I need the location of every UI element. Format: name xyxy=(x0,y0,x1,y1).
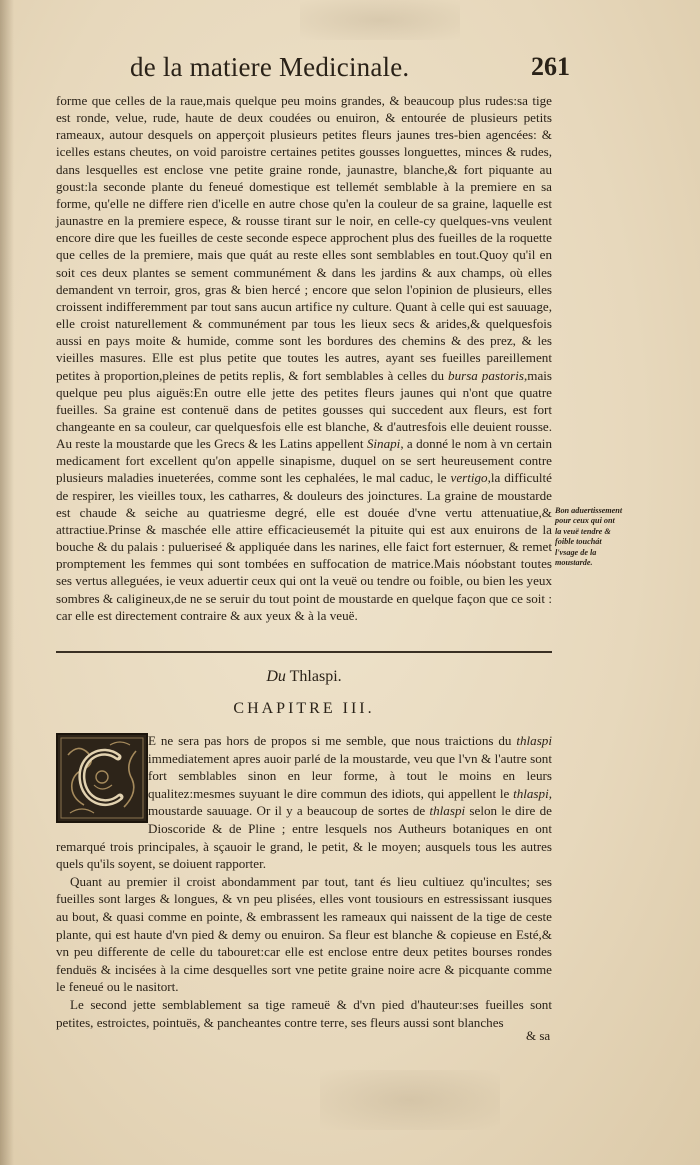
italic-term: thlaspi xyxy=(516,733,552,748)
paper-stain xyxy=(320,1070,500,1130)
body-text-part: ,la difficulté de respirer, les vieilles toux, les catharres, & douleurs des joinctures. La graine de moustarde est chaude & seiche au quatriesme degré, elle est douée d'vne vertu attenuatiue,& attractiue.Prinse & maschée elle attire efficacieusemét la pituite qui est aux enuirons de la bouche & du palais : pulueriseé & appliquée dans les narines, elle faict fort esternuer, & remet promptement les femmes qui sont tombées en suffocation de matrice.Mais nóobstant toutes ses vertus alleguées, ie veux aduertir ceux qui ont la veuë ou tendre ou foible, ou bien les yeux sombres & caligineux,de ne se seruir du tout point de moustarde en quelque façon que ce soit : car elle est directement contraire & aux yeux & à la veuë. xyxy=(56,470,552,623)
gutter-shadow xyxy=(0,0,14,1165)
subtitle-word: Thlaspi. xyxy=(289,668,342,685)
ornamental-initial-c xyxy=(56,733,148,823)
body-text-part: ,mais quelque peu plus aiguës:En outre elle jette des petites fleurs jaunes qui n'ont que quatre fueilles. Sa graine est contenuë dans de petites gousses qui succedent aux fleurs, est fort changeante en sa couleur, car quelquesfois elle est blanche, & d'autresfois elle deuient rousse. Au reste la moustarde que les Grecs & les Latins appellent xyxy=(56,367,553,452)
paper-stain xyxy=(300,0,460,40)
ornament-icon xyxy=(58,735,146,821)
page-header xyxy=(130,52,570,92)
subtitle-prefix: Du xyxy=(266,668,286,685)
chapter-text-part: E ne sera pas hors de propos si me semble, que nous traictions du xyxy=(148,733,512,748)
body-text-part: , a donné le nom à vn certain medicament fort excellent qu'on appelle sinapisme, duquel on se sert heureusement contre plusieurs maladies inueterées, comme sont les cephalées, le mal caduc, le xyxy=(56,436,552,486)
section-subtitle xyxy=(56,668,552,686)
running-title: de la matiere Medicinale. xyxy=(130,52,410,82)
chapter-text-part: , moustarde sauuage. Or il y a beaucoup de sortes de xyxy=(148,785,552,819)
italic-term: bursa pastoris xyxy=(448,367,524,383)
italic-term: vertigo xyxy=(450,470,488,486)
italic-term: Sinapi xyxy=(366,436,401,452)
chapter-paragraph: Quant au premier il croist abondamment par tout, tant és lieu cultiuez qu'incultes; ses fueilles sont larges & longues, & vn peu plisées, elles vont tousiours en estressissant iusques au bout, & quasi comme en pointe, & embrassent les rameaux qui naissent de la tige de ceste plante, qui est haute d'vn pied & demy ou enuiron. Sa fleur est blanche & copieuse en Esté,& vn peu differente de celle du tabouret:car elle est enclose entre deux petites bourses rondes fenduës & incisées à la cime desquelles sort vne petite graine noire acre & picquante comme le feneué ou le nasitort. xyxy=(56,873,552,995)
chapter-paragraph: Le second jette semblablement sa tige rameuë & d'vn pied d'hauteur:ses fueilles sont petites, estroictes, pointuës, & pancheantes contre terre, ses fleurs aussi sont blanches xyxy=(56,996,552,1030)
chapter-text-part: immediatement apres auoir parlé de la moustarde, veu que l'vn & l'autre sont fort semblables sinon en leur forme, à tout le moins en leurs qualitez:mesmes suyuant le dire commun des idiots, qui appellent le xyxy=(148,750,552,801)
section-divider xyxy=(56,651,552,653)
body-text-part: forme que celles de la raue,mais quelque peu moins grandes, & beaucoup plus rudes:sa tige est ronde, velue, rude, haute de deux coudées ou enuiron, & entourée de plusieurs petits rameaux, autour desquels on apperçoit plusieurs petites fleurs jaunes tres-bien agencées: & icelles estans cheutes, on void paroistre certaines petites gousses longuettes, minces & rudes, dans lesquelles est enclose vne petite graine ronde, jaunastre, blanche,& fort piquante au goust:la seconde plante du feneué domestique est tellemét semblable à la premiere en sa forme, qu'elle ne differe rien d'icelle en autre chose qu'en la couleur de sa graine, laquelle est jaunastre en la premiere espece, & rousse tirant sur le noir, en celle-cy quelques-vns veulent encore dire que les fueilles de ceste seconde espece approchent plus des fueilles de la roquette que celles de la premiere, mais que quát au reste elles sont semblables en tout.Quoy qu'il en soit ces deux plantes se sement communément & dans les jardins & aux champs, où elles demandent vn terroir, gros, gras & bien hercé ; encore que selon l'opinion de plusieurs, elles croissent indifferemment par tout sans aucun artifice ny culture. Quant à celle qui est sauuage, elle croist naturellement & communément par tous les lieux secs & arides,& quelquesfois aussi en pays moite & humide, comme sont les bordures des chemins & des prez, & les vieilles masures. Elle est plus petite que toutes les autres, ayant ses fueilles pareillement petites à proportion,pleines de petits replis, & fort semblables à celles du xyxy=(56,93,552,383)
page-number: 261 xyxy=(531,52,570,81)
italic-term: thlaspi xyxy=(513,785,549,801)
margin-note: Bon aduertissement pour ceux qui ont la veuë tendre & foible touchát l'vsage de la moustarde. xyxy=(555,506,623,568)
italic-term: thlaspi xyxy=(429,803,466,819)
body-paragraph xyxy=(56,92,552,624)
chapter-text-part: selon le dire de Dioscoride & de Pline ; entre lesquels nos Autheurs botaniques en ont remarqué trois principales, à sçauoir le grand, le petit, & le moyen; ausquels tous les autres quels qu'ils soyent, se doiuent rapporter. xyxy=(56,803,552,872)
chapter-heading: CHAPITRE III. xyxy=(233,700,375,717)
catchword: & sa xyxy=(526,1028,551,1043)
